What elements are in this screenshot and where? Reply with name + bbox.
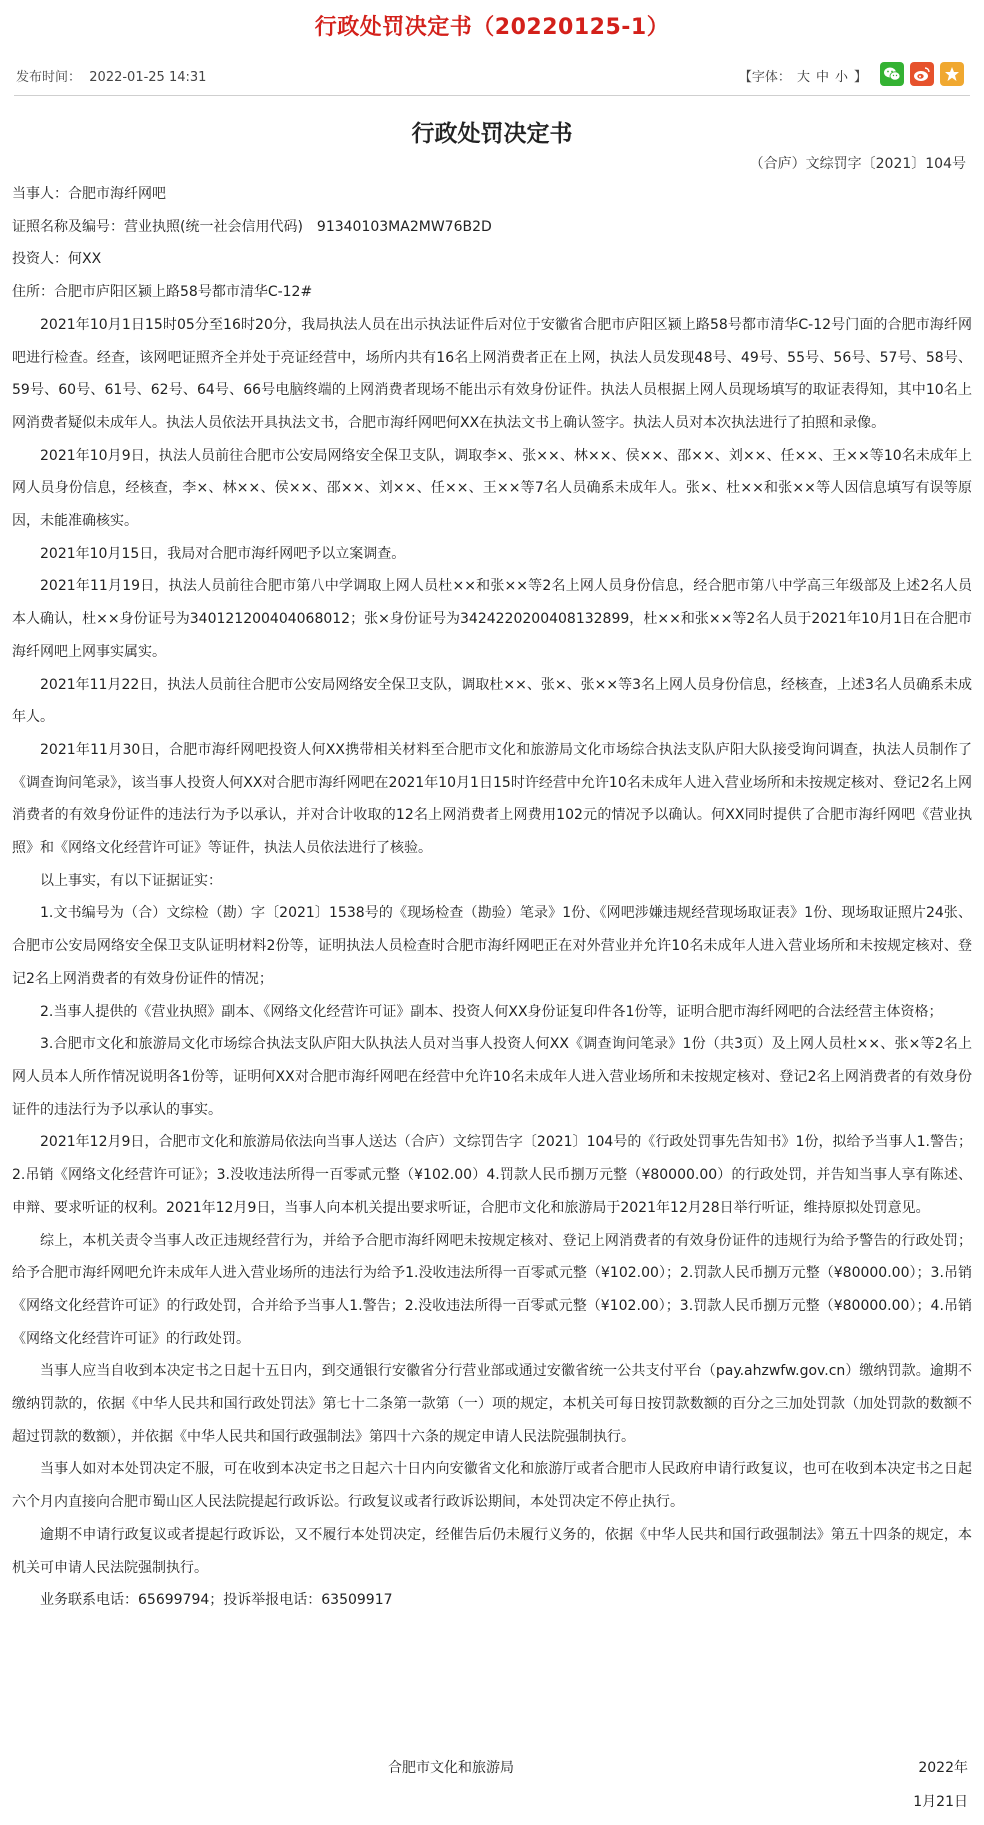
body-paragraph: 2021年12月9日，合肥市文化和旅游局依法向当事人送达（合庐）文综罚告字〔2021〕104号的《行政处罚事先告知书》1份，拟给予当事人1.警告；2.吊销《网络文化经营许可证》；3.没收违法所得一百零贰元整（¥102.00）4.罚款人民币捌万元整（¥80000.00）的行政处罚，并告知当事人享有陈述、申辩、要求听证的权利。2021年12月9日，当事人向本机关提出要求听证，合肥市文化和旅游局于2021年12月28日举行听证，维持原拟处罚意见。 bbox=[12, 1134, 972, 1216]
investor-line: 投资人：何XX bbox=[12, 251, 102, 268]
address-line: 住所：合肥市庐阳区颍上路58号都市清华C-12# bbox=[12, 284, 313, 301]
font-medium-option[interactable]: 中 bbox=[815, 70, 829, 85]
body-paragraph: 当事人如对本处罚决定不服，可在收到本决定书之日起六十日内向安徽省文化和旅游厅或者合肥市人民政府申请行政复议，也可在收到本决定书之日起六个月内直接向合肥市蜀山区人民法院提起行政诉讼。行政复议或者行政诉讼期间，本处罚决定不停止执行。 bbox=[12, 1461, 972, 1511]
body-paragraph: 当事人应当自收到本决定书之日起十五日内，到交通银行安徽省分行营业部或通过安徽省统一公共支付平台（pay.ahzwfw.gov.cn）缴纳罚款。逾期不缴纳罚款的，依据《中华人民共和国行政处罚法》第七十二条第一款第（一）项的规定，本机关可每日按罚款数额的百分之三加处罚款（加处罚款的数额不超过罚款的数额），并依据《中华人民共和国行政强制法》第四十六条的规定申请人民法院强制执行。 bbox=[12, 1363, 972, 1445]
party-line: 当事人：合肥市海纤网吧 bbox=[12, 186, 166, 202]
publish-time-value: 2022-01-25 14:31 bbox=[89, 70, 207, 85]
license-line: 证照名称及编号：营业执照(统一社会信用代码) 91340103MA2MW76B2D bbox=[12, 218, 492, 235]
document-number: （合庐）文综罚字〔2021〕104号 bbox=[749, 156, 966, 172]
body-paragraph: 以上事实，有以下证据证实： bbox=[40, 872, 222, 889]
issue-date: 1月21日 bbox=[913, 1794, 968, 1810]
body-paragraph: 2021年11月22日，执法人员前往合肥市公安局网络安全保卫支队，调取杜××、张×、张××等3名上网人员身份信息，经核查，上述3名人员确系未成年人。 bbox=[12, 676, 972, 726]
font-small-option[interactable]: 小 bbox=[834, 70, 848, 85]
wechat-icon[interactable] bbox=[880, 62, 904, 86]
font-size-selector bbox=[736, 66, 870, 85]
body-paragraph: 2021年10月9日，执法人员前往合肥市公安局网络安全保卫支队，调取李×、张××、林××、侯××、邵××、刘××、任××、王××等10名未成年上网人员身份信息，经核查，李×、林××、侯××、邵××、刘××、任××、王××等7名人员确系未成年人。张×、杜××和张××等人因信息填写有误等原因，未能准确核实。 bbox=[12, 447, 972, 530]
divider bbox=[14, 95, 970, 96]
document-body bbox=[12, 178, 972, 1617]
evidence-item: 3.合肥市文化和旅游局文化市场综合执法支队庐阳大队执法人员对当事人投资人何XX《调查询问笔录》1份（共3页）及上网人员杜××、张×等2名上网人员本人所作情况说明各1份等，证明何XX对合肥市海纤网吧在经营中允许10名未成年人进入营业场所和未按规定核对、登记2名上网消费者的有效身份证件的违法行为予以承认的事实。 bbox=[12, 1036, 972, 1118]
publish-label: 发布时间： bbox=[16, 70, 82, 85]
favorite-star-icon[interactable] bbox=[940, 62, 964, 86]
issue-year: 2022年 bbox=[918, 1760, 968, 1776]
body-paragraph: 综上，本机关责令当事人改正违规经营行为，并给予合肥市海纤网吧未按规定核对、登记上网消费者的有效身份证件的违规行为给予警告的行政处罚；给予合肥市海纤网吧允许未成年人进入营业场所的违法行为给予1.没收违法所得一百零贰元整（¥102.00）；2.罚款人民币捌万元整（¥80000.00）；3.吊销《网络文化经营许可证》的行政处罚，合并给予当事人1.警告；2.没收违法所得一百零贰元整（¥102.00）；3.罚款人民币捌万元整（¥80000.00）；4.吊销《网络文化经营许可证》的行政处罚。 bbox=[12, 1232, 972, 1347]
evidence-item: 1.文书编号为（合）文综检（勘）字〔2021〕1538号的《现场检查（勘验）笔录》1份、《网吧涉嫌违规经营现场取证表》1份、现场取证照片24张、合肥市公安局网络安全保卫支队证明材料2份等，证明执法人员检查时合肥市海纤网吧正在对外营业并允许10名未成年人进入营业场所和未按规定核对、登记2名上网消费者的有效身份证件的情况； bbox=[12, 905, 972, 987]
evidence-item: 2.当事人提供的《营业执照》副本、《网络文化经营许可证》副本、投资人何XX身份证复印件各1份等，证明合肥市海纤网吧的合法经营主体资格； bbox=[40, 1003, 943, 1020]
body-paragraph: 2021年10月15日，我局对合肥市海纤网吧予以立案调查。 bbox=[40, 545, 406, 562]
issuing-authority: 合肥市文化和旅游局 bbox=[388, 1760, 514, 1776]
body-paragraph: 逾期不申请行政复议或者提起行政诉讼，又不履行本处罚决定，经催告后仍未履行义务的，依据《中华人民共和国行政强制法》第五十四条的规定，本机关可申请人民法院强制执行。 bbox=[12, 1526, 972, 1576]
publish-time bbox=[16, 66, 206, 85]
contact-line: 业务联系电话：65699794；投诉举报电话：63509917 bbox=[40, 1592, 393, 1609]
page-title: 行政处罚决定书（20220125-1） bbox=[314, 15, 670, 40]
document-heading: 行政处罚决定书 bbox=[411, 121, 573, 147]
share-buttons bbox=[880, 62, 964, 86]
body-paragraph: 2021年11月30日，合肥市海纤网吧投资人何XX携带相关材料至合肥市文化和旅游局文化市场综合执法支队庐阳大队接受询问调查，执法人员制作了《调查询问笔录》，该当事人投资人何XX对合肥市海纤网吧在2021年10月1日15时许经营中允许10名未成年人进入营业场所和未按规定核对、登记2名上网消费者的有效身份证件的违法行为予以承认，并对合计收取的12名上网消费者上网费用102元的情况予以确认。何XX同时提供了合肥市海纤网吧《营业执照》和《网络文化经营许可证》等证件，执法人员依法进行了核验。 bbox=[12, 741, 972, 857]
font-size-open: 【字体： bbox=[738, 70, 791, 85]
body-paragraph: 2021年11月19日，执法人员前往合肥市第八中学调取上网人员杜××和张××等2名上网人员身份信息，经合肥市第八中学高三年级部及上述2名人员本人确认，杜××身份证号为340121200404068012；张×身份证号为342422020040813289​9，杜××和张××等2名人员于2021年10月1日在合肥市海纤网吧上网事实属实。 bbox=[12, 578, 972, 660]
font-size-close: 】 bbox=[853, 70, 867, 85]
font-large-option[interactable]: 大 bbox=[796, 70, 810, 85]
weibo-icon[interactable] bbox=[910, 62, 934, 86]
body-paragraph: 2021年10月1日15时05分至16时20分，我局执法人员在出示执法证件后对位于安徽省合肥市庐阳区颍上路58号都市清华C-12号门面的合肥市海纤网吧进行检查。经查，该网吧证照齐全并处于亮证经营中，场所内共有16名上网消费者正在上网，执法人员发现48号、49号、55号、56号、57号、58号、59号、60号、61号、62号、64号、66号电脑终端的上网消费者现场不能出示有效身份证件。执法人员根据上网人员现场填写的取证表得知，其中10名上网消费者疑似未成年人。执法人员依法开具执法文书，合肥市海纤网吧何XX在执法文书上确认签字。执法人员对本次执法进行了拍照和录像。 bbox=[12, 316, 972, 431]
meta-bar bbox=[14, 62, 970, 88]
